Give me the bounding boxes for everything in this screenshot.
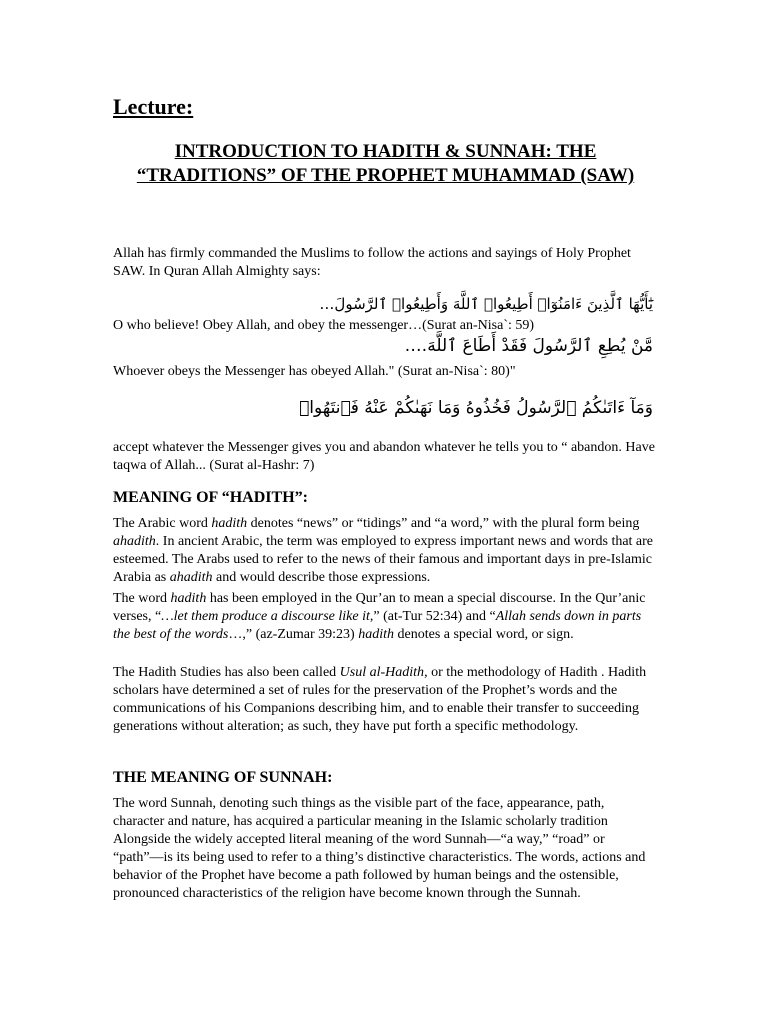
verse-1-arabic: يَٰٓأَيُّهَا ٱلَّذِينَ ءَامَنُوٓا۟ أَطِيعُوا۟ ٱللَّهَ وَأَطِيعُوا۟ ٱلرَّسُولَ… — [319, 295, 653, 313]
document-title — [113, 140, 658, 188]
hadith-paragraph-2: The word hadith has been employed in the Qur’an to mean a special discourse. In the Qur’anic verses, “…let them produce a discourse like it,” (at-Tur 52:34) and “Allah sends down in parts the best of the words…,” (az-Zumar 39:23) hadith denotes a special word, or sign. — [113, 591, 646, 642]
verse-2-arabic: مَّنْ يُطِعِ ٱلرَّسُولَ فَقَدْ أَطَاعَ ٱللَّهَ…. — [404, 336, 653, 356]
hadith-paragraph-3: The Hadith Studies has also been called Usul al-Hadith, or the methodology of Hadith . Hadith scholars have determined a set of rules for the preservation of the Prophet’s words and the communications of his Companions describing him, and to enable their transfer to succeeding generations without alteration; as such, they have put forth a specific methodology. — [113, 665, 647, 734]
hadith-paragraph-1: The Arabic word hadith denotes “news” or “tidings” and “a word,” with the plural form being ahadith. In ancient Arabic, the term was employed to express important news and words that are esteemed. The Arabs used to refer to the news of their famous and important days in pre-Islamic Arabia as ahadith and would describe those expressions. — [113, 516, 654, 585]
title-line-1: INTRODUCTION TO HADITH & SUNNAH: THE — [174, 141, 597, 162]
verse-1-translation: O who believe! Obey Allah, and obey the messenger…(Surat an-Nisa`: 59) — [113, 318, 535, 333]
verse-3-translation: accept whatever the Messenger gives you and abandon whatever he tells you to “ abandon. Have taqwa of Allah... (Surat al-Hashr: 7) — [113, 440, 655, 473]
intro-paragraph: Allah has firmly commanded the Muslims to follow the actions and sayings of Holy Prophet SAW. In Quran Allah Almighty says: — [113, 246, 631, 279]
heading-meaning-of-sunnah: THE MEANING OF SUNNAH: — [113, 769, 333, 786]
verse-3-arabic: وَمَآ ءَاتَىٰكُمُ ٱلرَّسُولُ فَخُذُوهُ وَمَا نَهَىٰكُمْ عَنْهُ فَٱنتَهُوا۟ — [299, 398, 653, 418]
sunnah-paragraph: The word Sunnah, denoting such things as the visible part of the face, appearance, path, character and nature, has acquired a particular meaning in the Islamic scholarly tradition Alongside the widely accepted literal meaning of the word Sunnah—“a way,” “road” or “path”—is its being used to refer to a thing’s distinctive characteristics. The words, actions and behavior of the Prophet have become a path followed by human beings and the ostensible, pronounced characteristics of the religion have become known through the Sunnah. — [113, 796, 646, 901]
verse-2-translation: Whoever obeys the Messenger has obeyed Allah." (Surat an-Nisa`: 80)" — [113, 364, 516, 379]
heading-meaning-of-hadith: MEANING OF “HADITH”: — [113, 489, 308, 506]
lecture-label: Lecture: — [113, 94, 194, 119]
title-line-2: “TRADITIONS” OF THE PROPHET MUHAMMAD (SAW) — [136, 165, 635, 186]
